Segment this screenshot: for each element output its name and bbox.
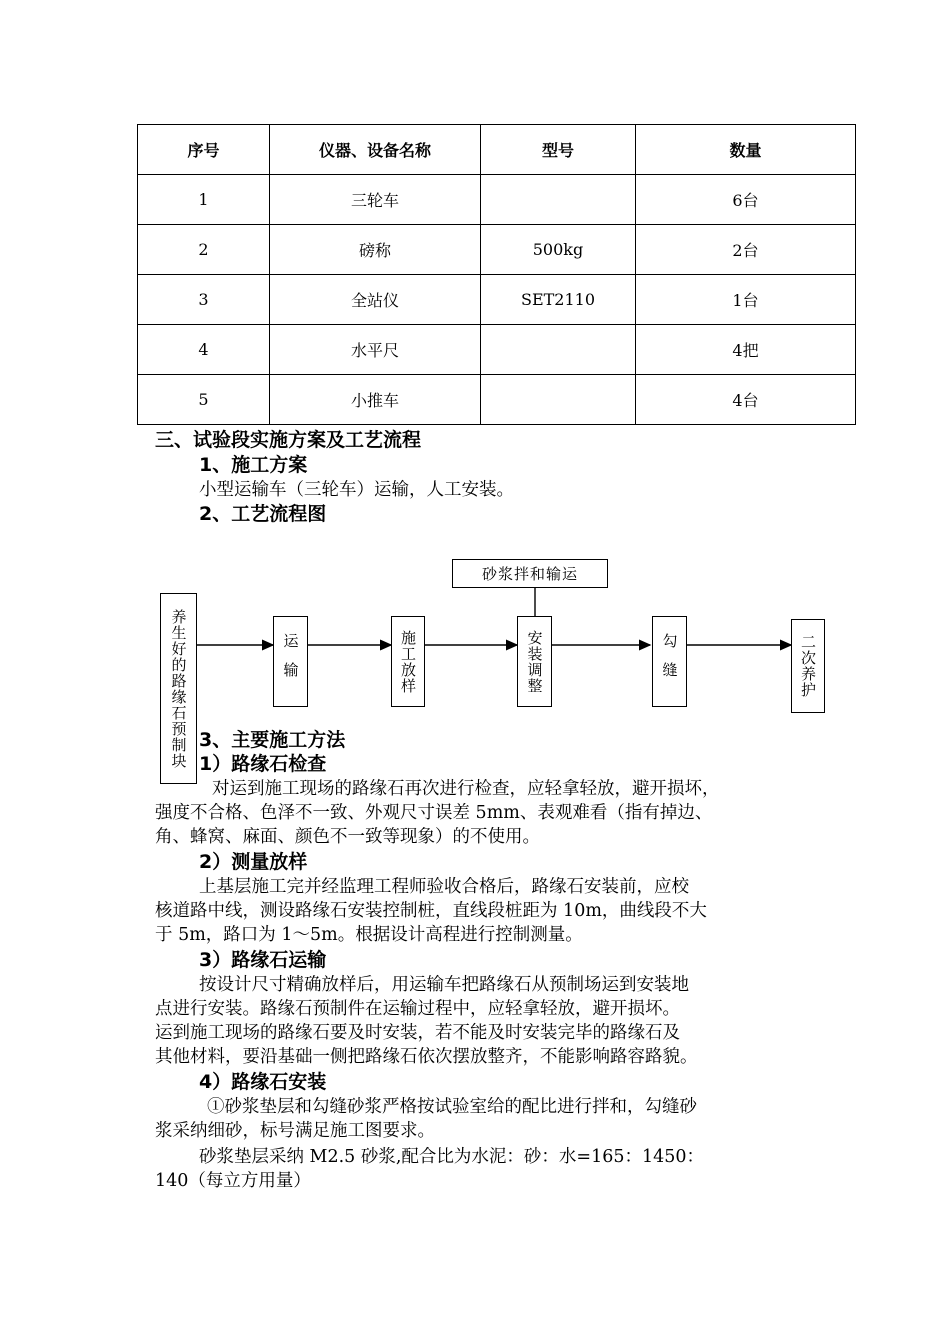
cell-quantity: 1台 <box>636 275 856 325</box>
cell-quantity: 6台 <box>636 175 856 225</box>
header-name: 仪器、设备名称 <box>270 125 481 175</box>
cell-quantity: 4台 <box>636 375 856 425</box>
para-line: 砂浆垫层采纳 M2.5 砂浆,配合比为水泥：砂：水=165：1450： <box>199 1147 705 1167</box>
flow-box-mortar <box>452 559 608 588</box>
flow-box-precast <box>160 593 197 784</box>
para-line: 按设计尺寸精确放样后，用运输车把路缘石从预制场运到安装地 <box>199 975 689 995</box>
cell-name: 磅称 <box>270 225 481 275</box>
para-line: 其他材料，要沿基础一侧把路缘石依次摆放整齐，不能影响路容路貌。 <box>155 1047 698 1067</box>
cell-name: 三轮车 <box>270 175 481 225</box>
flow-box-transport-label: 运输 <box>281 632 300 691</box>
header-model: 型号 <box>481 125 636 175</box>
cell-index: 2 <box>138 225 270 275</box>
para-line: 对运到施工现场的路缘石再次进行检查，应轻拿轻放，避开损坏， <box>212 779 720 799</box>
para-line: 点进行安装。路缘石预制件在运输过程中，应轻拿轻放，避开损坏。 <box>155 999 680 1019</box>
cell-index: 4 <box>138 325 270 375</box>
para-line: 上基层施工完并经监理工程师验收合格后，路缘石安装前，应校 <box>199 877 689 897</box>
flow-box-curing-label: 二次养护 <box>799 634 817 698</box>
flow-box-mortar-label: 砂浆拌和输运 <box>481 565 578 583</box>
para-title-inspection: 1）路缘石检查 <box>199 753 327 775</box>
cell-model: SET2110 <box>481 275 636 325</box>
cell-quantity: 4把 <box>636 325 856 375</box>
plan-text: 小型运输车（三轮车）运输，人工安装。 <box>199 480 514 500</box>
subsection-title-flowchart: 2、工艺流程图 <box>199 503 327 525</box>
para-line: 浆采纳细砂，标号满足施工图要求。 <box>155 1121 435 1141</box>
para-title-survey: 2）测量放样 <box>199 851 308 873</box>
flow-box-layout-label: 施工放样 <box>399 629 417 694</box>
para-title-transport: 3）路缘石运输 <box>199 949 327 971</box>
cell-index: 1 <box>138 175 270 225</box>
cell-index: 5 <box>138 375 270 425</box>
flow-box-curing <box>791 619 825 713</box>
subsection-title-plan: 1、施工方案 <box>199 454 308 476</box>
para-title-install: 4）路缘石安装 <box>199 1071 327 1093</box>
flow-box-install-label: 安装调整 <box>525 629 544 694</box>
flow-box-pointing-label: 勾缝 <box>660 632 679 691</box>
para-line: 核道路中线，测设路缘石安装控制桩，直线段桩距为 10m，曲线段不大 <box>155 901 707 921</box>
header-quantity: 数量 <box>636 125 856 175</box>
flow-box-precast-label: 养生好的路缘石预制块 <box>169 608 188 769</box>
flow-box-layout <box>391 616 425 707</box>
subsection-title-methods: 3、主要施工方法 <box>199 729 346 751</box>
flow-box-pointing <box>652 616 687 707</box>
cell-quantity: 2台 <box>636 225 856 275</box>
cell-model: 500kg <box>481 225 636 275</box>
cell-name: 小推车 <box>270 375 481 425</box>
flow-box-transport <box>273 616 308 707</box>
para-line: 角、蜂窝、麻面、颜色不一致等现象）的不使用。 <box>155 827 540 847</box>
flow-box-install <box>517 616 552 707</box>
para-line: 强度不合格、色泽不一致、外观尺寸误差 5mm、表观难看（指有掉边、 <box>155 803 713 823</box>
cell-name: 水平尺 <box>270 325 481 375</box>
header-index: 序号 <box>138 125 270 175</box>
para-line: 140（每立方用量） <box>155 1171 311 1191</box>
para-line: 运到施工现场的路缘石要及时安装，若不能及时安装完毕的路缘石及 <box>155 1023 680 1043</box>
cell-name: 全站仪 <box>270 275 481 325</box>
cell-index: 3 <box>138 275 270 325</box>
para-line: ①砂浆垫层和勾缝砂浆严格按试验室给的配比进行拌和，勾缝砂 <box>207 1097 697 1117</box>
section-title: 三、试验段实施方案及工艺流程 <box>155 429 422 451</box>
para-line: 于 5m，路口为 1～5m。根据设计高程进行控制测量。 <box>155 925 583 945</box>
